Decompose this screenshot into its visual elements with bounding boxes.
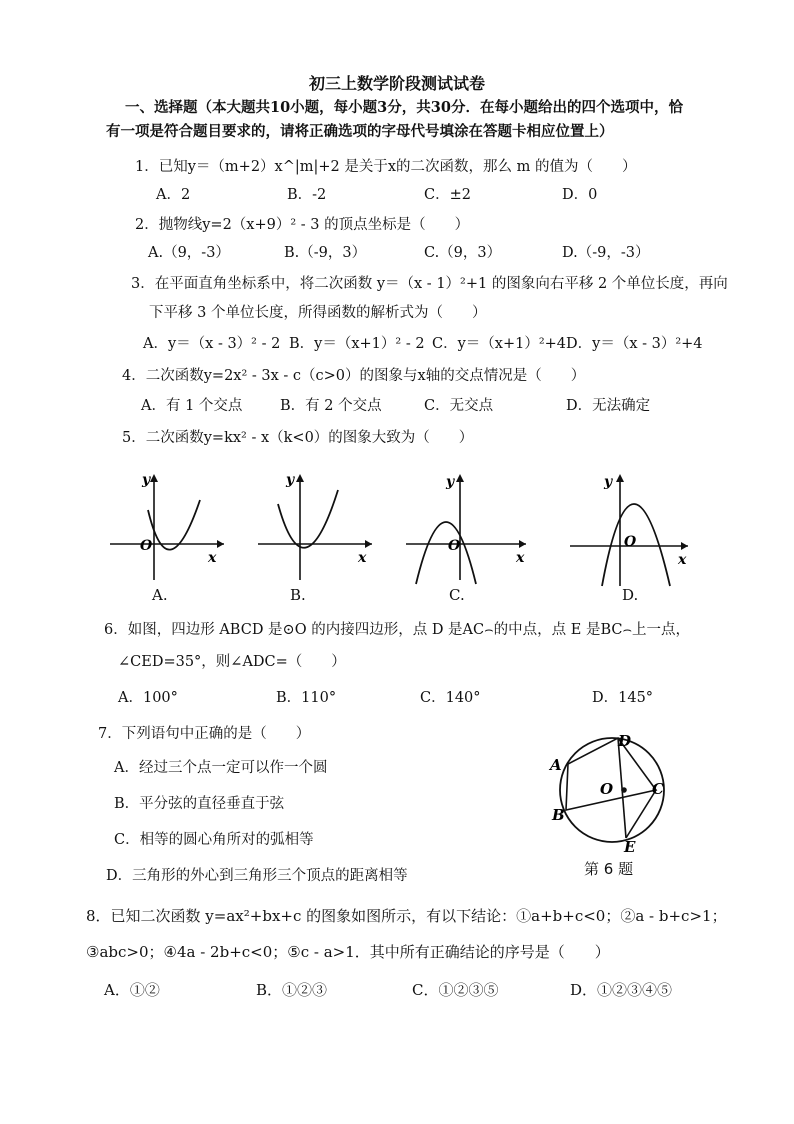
q4-option-b[interactable]: B．有 2 个交点 [280,398,382,414]
section-instructions-line2: 有一项是符合题目要求的，请将正确选项的字母代号填涂在答题卡相应位置上） [106,123,614,140]
q1-option-a[interactable]: A．2 [156,187,191,203]
q4-option-d[interactable]: D．无法确定 [566,398,651,414]
q2-option-d[interactable]: D.（-9，-3） [562,245,650,261]
q5-graph-b[interactable] [254,466,378,586]
q6-option-a[interactable]: A．100° [118,690,178,706]
q6-option-b[interactable]: B．110° [276,690,337,706]
q8-stem-line1: 8．已知二次函数 y=ax²+bx+c 的图象如图所示，有以下结论：①a+b+c<0；②a - b+c>1； [86,907,727,925]
graph-c-origin-label: O [448,538,461,554]
q6-option-c[interactable]: C．140° [420,690,481,706]
fig-label-c: C [652,780,664,798]
q4-stem: 4．二次函数y=2x² - 3x - c（c>0）的图象与x轴的交点情况是（ ） [122,368,586,384]
q5-caption-b: B. [290,586,306,604]
q6-figure-caption: 第 6 题 [584,860,634,878]
q5-caption-a: A. [152,586,168,604]
q1-option-b[interactable]: B．-2 [287,187,327,203]
graph-d-x-label: x [678,552,687,568]
q7-stem: 7．下列语句中正确的是（ ） [98,726,311,742]
q7-option-d[interactable]: D．三角形的外心到三角形三个顶点的距离相等 [106,868,408,884]
q2-option-b[interactable]: B.（-9，3） [284,245,367,261]
q6-option-d[interactable]: D．145° [592,690,654,706]
q7-option-a[interactable]: A．经过三个点一定可以作一个圆 [114,760,328,776]
q7-option-c[interactable]: C．相等的圆心角所对的弧相等 [114,832,314,848]
q6-stem-line2: ∠CED=35°，则∠ADC=（ ） [118,654,346,670]
q2-stem: 2．抛物线y=2（x+9）² - 3 的顶点坐标是（ ） [135,217,470,233]
fig-label-e: E [624,838,636,854]
q1-option-c[interactable]: C．±2 [424,187,471,203]
page-title: 初三上数学阶段测试试卷 [308,74,485,93]
graph-b-y-label: y [286,472,295,488]
q7-option-b[interactable]: B．平分弦的直径垂直于弦 [114,796,285,812]
q3-option-c[interactable]: C．y＝（x+1）²+4 [432,336,567,352]
graph-c-y-label: y [446,474,455,490]
q8-option-d[interactable]: D．①②③④⑤ [570,981,673,999]
q2-option-a[interactable]: A.（9，-3） [148,245,230,261]
fig-label-a: A [550,756,562,774]
fig-label-o: O [600,780,614,798]
graph-d-origin-label: O [624,534,637,550]
q6-stem-line1: 6．如图，四边形 ABCD 是⊙O 的内接四边形，点 D 是AC⌢的中点，点 E 是BC⌢上一点， [104,622,691,638]
graph-a-x-label: x [208,550,217,566]
q5-caption-c: C. [449,586,465,604]
q3-option-d[interactable]: D．y＝（x - 3）²+4 [566,336,703,352]
q5-graph-a[interactable] [106,466,230,586]
q2-option-c[interactable]: C.（9，3） [424,245,502,261]
q1-stem: 1．已知y＝（m+2）x^|m|+2 是关于x的二次函数，那么 m 的值为（ ） [135,159,637,175]
q4-option-c[interactable]: C．无交点 [424,398,494,414]
q1-option-d[interactable]: D．0 [562,187,598,203]
q8-option-b[interactable]: B．①②③ [256,981,328,999]
fig-label-b: B [552,806,565,824]
graph-c-x-label: x [516,550,525,566]
section-instructions-line1: 一、选择题（本大题共10小题，每小题3分，共30分．在每小题给出的四个选项中，恰 [125,99,683,116]
q8-option-a[interactable]: A．①② [104,981,160,999]
q5-graph-d[interactable] [566,466,696,590]
q6-circle-figure [546,728,676,854]
q8-option-c[interactable]: C．①②③⑤ [412,981,499,999]
graph-d-y-label: y [604,474,613,490]
fig-label-d: D [618,732,632,750]
q3-stem-line2: 下平移 3 个单位长度，所得函数的解析式为（ ） [149,305,487,321]
q4-option-a[interactable]: A．有 1 个交点 [141,398,243,414]
q3-stem-line1: 3．在平面直角坐标系中，将二次函数 y＝（x - 1）²+1 的图象向右平移 2 个单位长度，再向 [131,276,728,292]
graph-b-x-label: x [358,550,367,566]
q5-caption-d: D. [622,586,639,604]
q5-stem: 5．二次函数y=kx² - x（k<0）的图象大致为（ ） [122,430,474,446]
graph-a-y-label: y [142,472,151,488]
graph-a-origin-label: O [140,538,153,554]
q3-option-a[interactable]: A．y＝（x - 3）² - 2 [143,336,281,352]
q3-option-b[interactable]: B．y＝（x+1）² - 2 [289,336,425,352]
q5-graph-c[interactable] [402,466,532,586]
q8-stem-line2: ③abc>0；④4a - 2b+c<0；⑤c - a>1．其中所有正确结论的序号是（ ） [86,943,610,961]
